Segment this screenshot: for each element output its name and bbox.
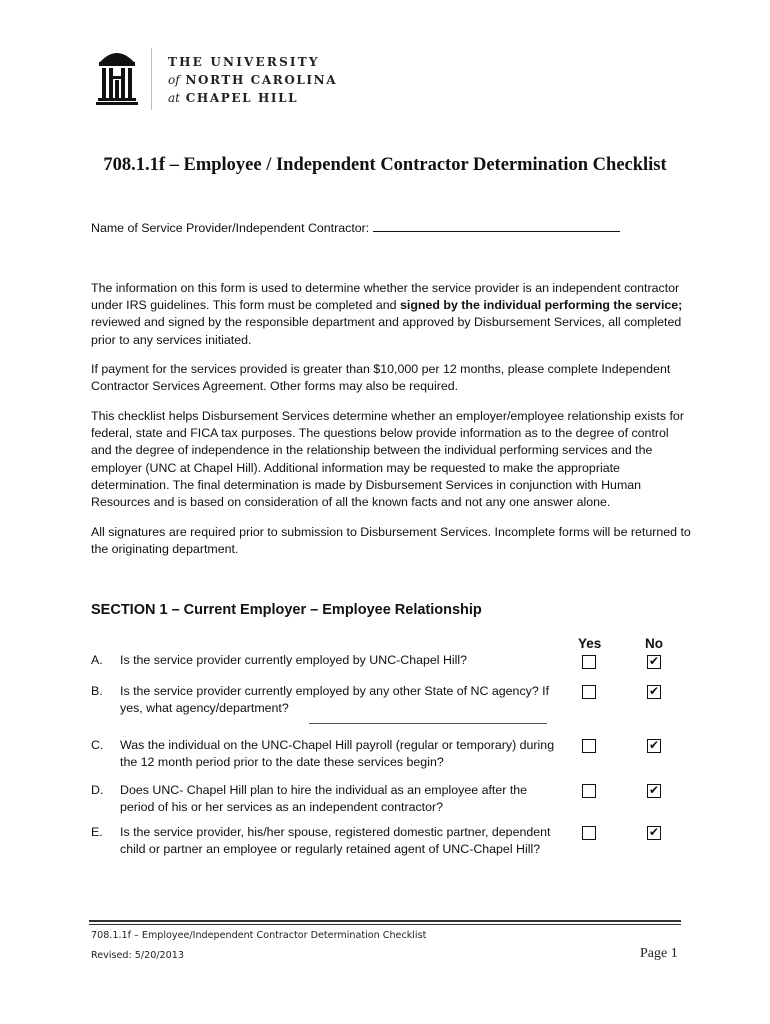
question-text: Was the individual on the UNC-Chapel Hill payroll (regular or temporary) during the 12 month period prior to the date these services begin? bbox=[120, 738, 555, 770]
yes-column-header: Yes bbox=[578, 636, 602, 651]
question-letter: C. bbox=[91, 738, 104, 752]
no-checkbox[interactable] bbox=[647, 784, 661, 798]
question-letter: E. bbox=[91, 825, 103, 839]
checkmark-icon: ✔ bbox=[649, 825, 660, 839]
footer-form-title: 708.1.1f – Employee/Independent Contractor Determination Checklist bbox=[91, 930, 427, 941]
yes-checkbox[interactable] bbox=[582, 784, 596, 798]
university-wordmark bbox=[168, 55, 337, 105]
no-checkbox[interactable] bbox=[647, 655, 661, 669]
footer-rule bbox=[89, 920, 681, 922]
question-text: Is the service provider, his/her spouse, registered domestic partner, dependent child or partner an employee or regularly retained agent of UNC-Chapel Hill? bbox=[120, 825, 551, 857]
question-letter: D. bbox=[91, 783, 104, 797]
payment-threshold-paragraph: If payment for the services provided is greater than $10,000 per 12 months, please complete Independent Contractor Services Agreement. Other forms may also be required. bbox=[91, 362, 671, 394]
section-1-heading: SECTION 1 – Current Employer – Employee Relationship bbox=[91, 602, 482, 618]
footer-revised-date: Revised: 5/20/2013 bbox=[91, 950, 184, 961]
wordmark-line-1: THE UNIVERSITY bbox=[168, 55, 320, 69]
question-letter: A. bbox=[91, 653, 103, 667]
wordmark-line-2: of NORTH CAROLINA bbox=[168, 73, 338, 87]
question-letter: B. bbox=[91, 684, 103, 698]
signatures-paragraph: All signatures are required prior to submission to Disbursement Services. Incomplete forms will be returned to the originating department. bbox=[91, 525, 691, 557]
no-checkbox[interactable] bbox=[647, 826, 661, 840]
provider-name-row bbox=[91, 220, 620, 237]
checkmark-icon: ✔ bbox=[649, 738, 660, 752]
no-checkbox[interactable] bbox=[647, 685, 661, 699]
no-checkbox[interactable] bbox=[647, 739, 661, 753]
question-text: Is the service provider currently employed by UNC-Chapel Hill? bbox=[120, 653, 468, 667]
wordmark-line-3: at CHAPEL HILL bbox=[168, 91, 299, 105]
intro-paragraph: The information on this form is used to determine whether the service provider is an independent contractor under IRS guidelines. This form must be completed and signed by the individual performing the service; reviewed and signed by the responsible department and approved by Disbursement Services, all completed prior to any services initiated. bbox=[91, 281, 683, 347]
signature-requirement: signed by the individual performing the service; bbox=[400, 298, 683, 313]
question-text: Does UNC- Chapel Hill plan to hire the individual as an employee after the period of his or her services as an independent contractor? bbox=[120, 783, 528, 815]
old-well-icon bbox=[96, 46, 138, 113]
page-number: Page 1 bbox=[640, 946, 678, 961]
yes-checkbox[interactable] bbox=[582, 685, 596, 699]
provider-name-field[interactable] bbox=[373, 220, 620, 232]
yes-checkbox[interactable] bbox=[582, 826, 596, 840]
yes-checkbox[interactable] bbox=[582, 655, 596, 669]
yes-checkbox[interactable] bbox=[582, 739, 596, 753]
logo-divider bbox=[151, 48, 152, 110]
document-title: 708.1.1f – Employee / Independent Contractor Determination Checklist bbox=[103, 155, 667, 175]
checkmark-icon: ✔ bbox=[649, 783, 660, 797]
checkmark-icon: ✔ bbox=[649, 654, 660, 668]
question-text: Is the service provider currently employed by any other State of NC agency? If yes, what agency/department? bbox=[120, 684, 550, 716]
agency-department-field[interactable] bbox=[309, 723, 547, 724]
checkmark-icon: ✔ bbox=[649, 684, 660, 698]
footer-rule-thin bbox=[89, 924, 681, 925]
provider-name-label: Name of Service Provider/Independent Contractor: bbox=[91, 221, 370, 235]
no-column-header: No bbox=[645, 636, 663, 651]
checklist-purpose-paragraph: This checklist helps Disbursement Services determine whether an employer/employee relationship exists for federal, state and FICA tax purposes. The questions below provide information as to the degree of control and the degree of independence in the relationship between the individual performing services and the employer (UNC at Chapel Hill). Additional information may be requested to make the appropriate determination. The final determination is made by Disbursement Services in conjunction with Human Resources and is based on consideration of all the known facts and not any one answer alone. bbox=[91, 409, 684, 510]
